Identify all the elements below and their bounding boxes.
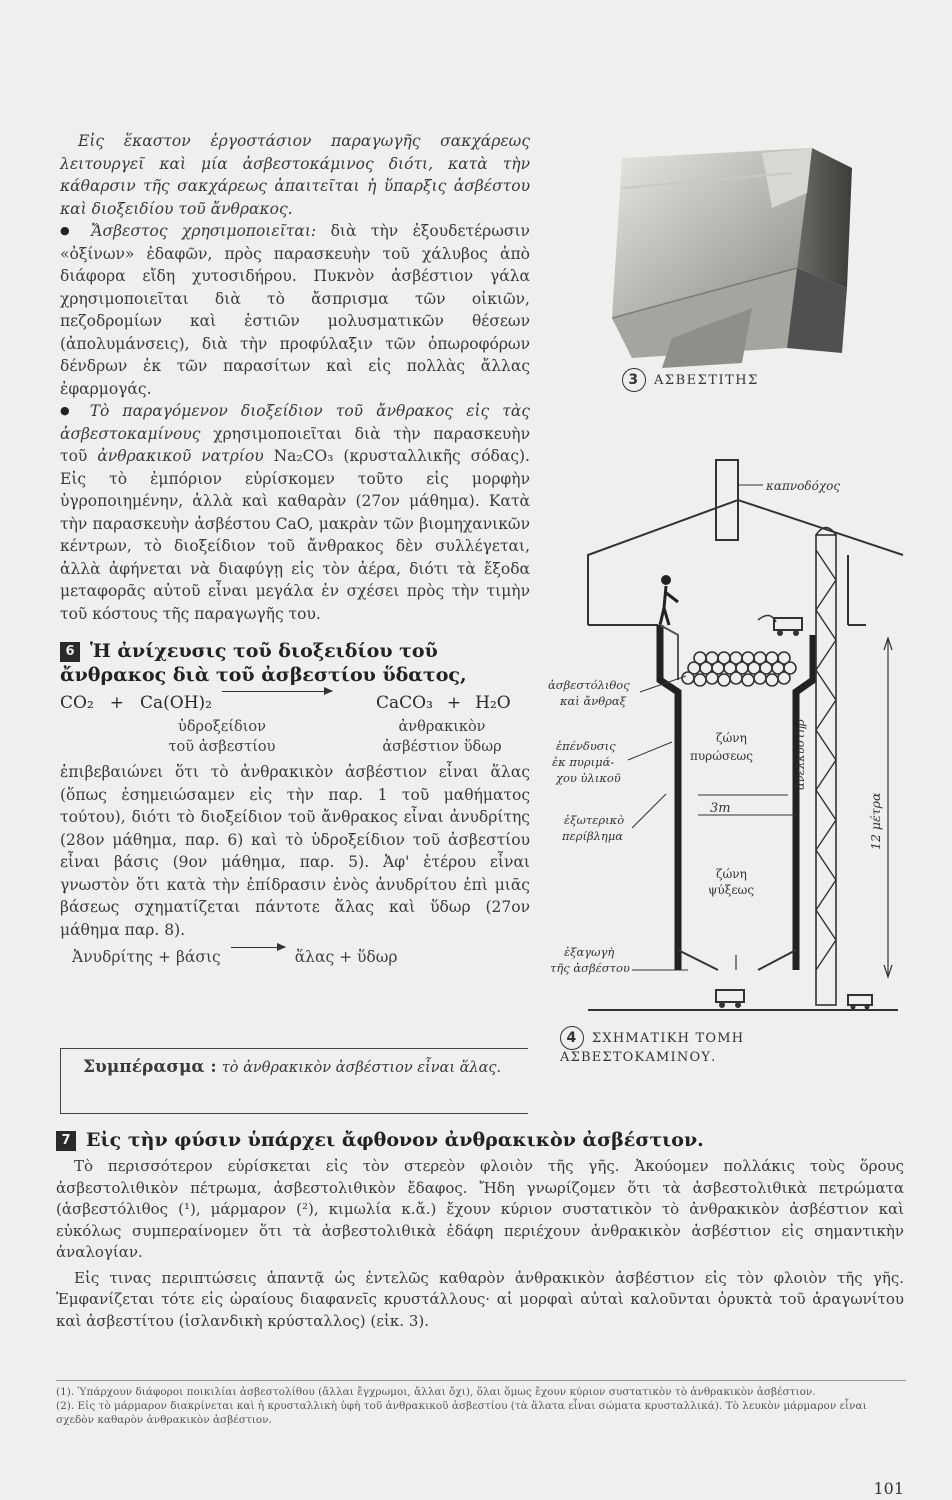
general-equation — [72, 947, 530, 967]
width-label: 3m — [710, 801, 731, 816]
formula-caoh2: Ca(OH)₂ — [140, 693, 212, 713]
sodium-carbonate-term: ἀνθρακικοῦ νατρίου — [97, 447, 264, 465]
outlet-label-1: ἐξαγωγὴ — [564, 945, 615, 959]
general-eq-right: ἅλας + ὕδωρ — [294, 948, 398, 966]
footnote-2: (2). Εἰς τὸ μάρμαρον διακρίνεται καὶ ἡ κρυσταλλικὴ ὑφὴ τοῦ ἀνθρακικοῦ ἀσβεστίου (τὰ ἅλατα εἶναι σώματα κρυσταλλικά). Τὸ λευκὸν μάρμαρον εἶναι σχεδὸν καθαρὸν ἀνθρακικὸν ἀσβέστιον. — [56, 1400, 867, 1426]
section-7-title: Εἰς τὴν φύσιν ὑπάρχει ἄφθονον ἀνθρακικὸν ἀσβέστιον. — [86, 1129, 704, 1151]
reaction-equation — [60, 691, 530, 715]
formula-h2o: H₂O — [475, 693, 511, 713]
footnotes — [56, 1380, 906, 1427]
roof-shape — [588, 500, 903, 625]
equation-labels — [60, 717, 530, 757]
formula-co2: CO₂ — [60, 693, 94, 713]
outlet-funnel — [678, 950, 796, 970]
exterior-label-2: περίβλημα — [562, 829, 624, 843]
lining-label-1: ἐπένδυσις — [556, 739, 616, 753]
left-column — [60, 130, 530, 967]
height-label: 12 μέτρα — [868, 792, 883, 850]
right-cart-icon — [848, 995, 872, 1005]
section-number-badge: 6 — [60, 642, 80, 662]
stone-label-2: καὶ ἄνθραξ — [560, 694, 627, 708]
co2-uses-text-b: (κρυσταλλικῆς σόδας). Εἰς τὸ ἐμπόριον εὑρίσκομεν τοῦτο εἰς μορφὴν ὑγροποιημένην, ἀλλὰ καὶ καθαρὰν (27ον μάθημα). Κατὰ τὴν παρασκευὴν ἀσβέστου CaO, μακρὰν τῶν βιομηχανικῶν κέντρων, τὸ διοξείδιον τοῦ ἄνθρακος δὲν συλλέγεται, ἀλλὰ ἀφήνεται νὰ διαφύγῃ εἰς τὸν ἀέρα, διότι τὰ ἔξοδα μεταφορᾶς αὐτοῦ εἶναι μεγάλα ἐν σχέσει πρὸς τὴν τιμὴν τοῦ κόστους τῆς παραγωγῆς του. — [60, 447, 530, 623]
section-7 — [56, 1128, 904, 1332]
kiln-section-drawing — [548, 430, 910, 1015]
plus-sign-2: + — [446, 693, 462, 713]
figure-4-caption — [560, 1026, 905, 1066]
lining-label-2: ἐκ πυριμά- — [552, 755, 615, 769]
conclusion-label: Συμπέρασμα : — [83, 1057, 217, 1077]
formula-caco3: CaCO₃ — [376, 693, 433, 713]
lime-uses-paragraph — [60, 220, 530, 400]
section-6-title: Ἡ ἀνίχευσις τοῦ διοξειδίου τοῦ ἄνθρακος διὰ τοῦ ἀσβεστίου ὕδατος, — [60, 640, 467, 686]
figure-3-number: 3 — [622, 368, 646, 392]
top-cart-icon — [774, 618, 802, 630]
general-eq-left: Ἀνυδρίτης + βάσις — [72, 948, 221, 966]
calcite-crystal-image — [612, 148, 862, 378]
caco3-label-line1: ἀνθρακικὸν — [398, 719, 486, 735]
lime-uses-lead: ● Ἄσβεστος χρησιμοποιεῖται: — [60, 222, 316, 240]
conclusion-text: τὸ ἀνθρακικὸν ἀσβέστιον εἶναι ἅλας. — [221, 1060, 502, 1076]
figure-3-title: ΑΣΒΕΣΤΙΤΗΣ — [654, 373, 759, 388]
fire-zone-label-1: ζώνη — [716, 731, 747, 745]
caoh2-label-line2: τοῦ ἀσβεστίου — [168, 739, 276, 755]
general-eq-arrow-icon — [231, 947, 285, 967]
chimney-shape — [716, 460, 738, 540]
section-7-number-badge: 7 — [56, 1131, 76, 1151]
elevator-label: ἀνελκυστὴρ — [793, 719, 807, 790]
co2-uses-lead: ● Τὸ παραγόμενον διοξείδιον τοῦ ἄνθρακος εἰς τὰς ἀσβεστοκαμίνους — [60, 402, 530, 443]
cool-zone-label-1: ζώνη — [716, 867, 747, 881]
section-6-heading — [60, 639, 530, 687]
plus-sign: + — [109, 693, 125, 713]
co2-uses-text-a: χρησιμοποιεῖται διὰ τὴν παρασκευὴν τοῦ — [60, 424, 530, 465]
figure-4-number: 4 — [560, 1026, 584, 1050]
section-7-paragraph-2: Εἰς τινας περιπτώσεις ἀπαντᾷ ὡς ἐντελῶς καθαρὸν ἀνθρακικὸν ἀσβέστιον εἰς τὸν φλοιὸν τῆς γῆς. Ἐμφανίζεται τότε εἰς ὡραίους διαφανεῖς κρυστάλλους· αἱ μορφαὶ αὐταὶ καλοῦνται ὀρυκτὰ τοῦ ἀραγωνίτου καὶ ἀσβεστίτου (ἰσλανδικὴ κρύσταλλος) (εἰκ. 3). — [56, 1268, 904, 1330]
lime-uses-text: διὰ τὴν ἐξουδετέρωσιν «ὀξίνων» ἐδαφῶν, πρὸς παρασκευὴν τοῦ χάλυβος ἀπὸ διάφορα εἴδη χυτοσιδήρου. Πυκνὸν ἀσβέστιον γάλα χρησιμοποιεῖται διὰ τὸ ἄσπρισμα τῶν οἰκιῶν, πεζοδρομίων καὶ ἑστιῶν μολυσματικῶν θέσεων (ἀπολυμάνσεις), διὰ τὴν προφύλαξιν τῶν ὀπωροφόρων δένδρων ἐκ τῶν παρασίτων καὶ εἰς πολλὰς ἄλλας ἐφαρμογάς. — [60, 222, 530, 398]
reaction-arrow-icon — [222, 691, 332, 715]
fire-zone-label-2: πυρώσεως — [690, 749, 753, 763]
section-6-text: ἐπιβεβαιώνει ὅτι τὸ ἀνθρακικὸν ἀσβέστιον εἶναι ἅλας (ὅπως ἐσημειώσαμεν εἰς τὴν παρ. 1 τοῦ μαθήματος τούτου), διότι τὸ διοξείδιον τοῦ ἄνθρακος εἶναι ἀνυδρίτης (28ον μάθημα, παρ. 6) καὶ τὸ ὑδροξείδιον τοῦ ἀσβεστίου εἶναι βάσις (9ον μάθημα, παρ. 5). Ἀφ' ἑτέρου εἶναι γνωστὸν ὅτι κατὰ τὴν ἐπίδρασιν ἑνὸς ἀνυδρίτου ἐπὶ μιᾶς βάσεως σχηματίζεται πάντοτε ἅλας καὶ ὕδωρ (27ον μάθημα παρ. 8). — [60, 763, 530, 939]
sodium-carbonate-formula: Na₂CO₃ — [273, 447, 334, 465]
cool-zone-label-2: ψύξεως — [708, 883, 755, 897]
lime-kiln-diagram — [548, 430, 910, 1015]
conclusion-box — [60, 1048, 528, 1114]
calcite-photo — [612, 148, 862, 378]
caoh2-label — [60, 717, 354, 757]
caoh2-label-line1: ὑδροξείδιον — [178, 719, 266, 735]
worker-icon — [661, 575, 671, 585]
footnote-1: (1). Ὑπάρχουν διάφοροι ποικιλίαι ἀσβεστολίθου (ἄλλαι ἔγχρωμοι, ἄλλαι ὄχι), ὅλαι ὅμως ἔχουν κύριον συστατικὸν τὸ ἀνθρακικὸν ἀσβέστιον. — [56, 1386, 816, 1398]
stone-label-1: ἀσβεστόλιθος — [548, 678, 630, 692]
kiln-right-wall — [796, 635, 813, 970]
stone-charge — [682, 652, 796, 686]
lining-label-3: χου ὑλικοῦ — [556, 771, 621, 785]
section-7-paragraph-1: Τὸ περισσότερον εὑρίσκεται εἰς τὸν στερεὸν φλοιὸν τῆς γῆς. Ἀκούομεν πολλάκις τοὺς ὅρους ἀσβεστολιθικὸν πέτρωμα, ἀσβεστολιθικὸν ἔδαφος. Ἤδη γνωρίζομεν ὅτι τὰ ἀσβεστολιθικὰ πετρώματα (ἀσβεστόλιθος (¹), μάρμαρον (²), κιμωλία κ.ἄ.) ἔχουν κύριον συστατικὸν τὸ ἀνθρακικὸν ἀσβέστιον καὶ εὐκόλως συμπεραίνομεν ὅτι τὰ ἀσβεστολιθικὰ ἐδάφη περιέχουν ἀνθρακικὸν ἀσβέστιον εἰς σημαντικὴν ἀναλογίαν. — [56, 1157, 904, 1261]
figure-4-title: ΣΧΗΜΑΤΙΚΗ ΤΟΜΗ ΑΣΒΕΣΤΟΚΑΜΙΝΟΥ. — [560, 1031, 745, 1065]
page-number: 101 — [873, 1479, 904, 1498]
chimney-label: καπνοδόχος — [766, 479, 841, 493]
figure-3-caption — [622, 368, 759, 392]
outlet-label-2: τῆς ἀσβέστου — [550, 961, 630, 975]
co2-uses-paragraph — [60, 400, 530, 625]
section-7-heading — [56, 1128, 904, 1152]
intro-paragraph: Εἰς ἕκαστον ἐργοστάσιον παραγωγῆς σακχάρεως λειτουργεῖ καὶ μία ἀσβεστοκάμινος διότι, κατὰ τὴν κάθαρσιν τῆς σακχάρεως ἀπαιτεῖται ἡ ὕπαρξις ἀσβέστου καὶ διοξειδίου τοῦ ἄνθρακος. — [60, 132, 530, 218]
caco3-label-line2: ἀσβέστιον ὕδωρ — [382, 739, 502, 755]
exterior-label-1: ἐξωτερικὸ — [564, 813, 625, 827]
caco3-label — [354, 717, 530, 757]
bottom-cart-icon — [716, 990, 744, 1002]
